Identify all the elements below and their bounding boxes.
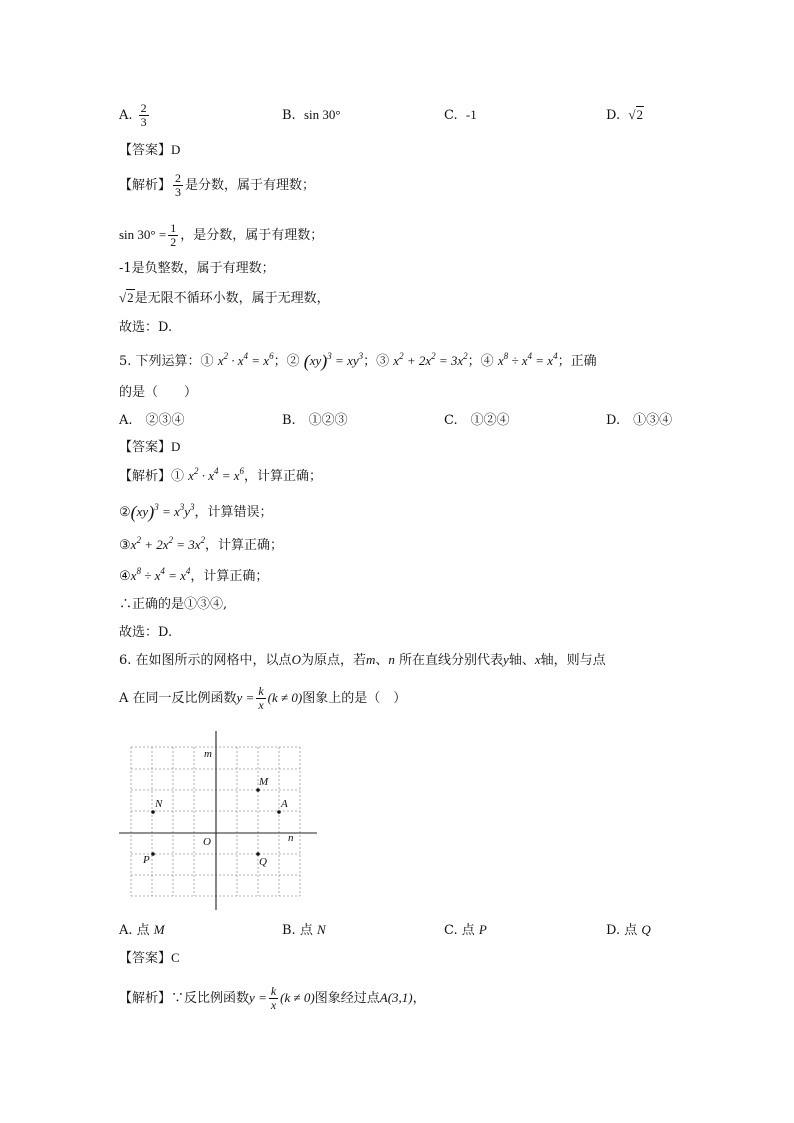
q5-stem-line1: 5. 下列运算：① $x^2 \cdot x^4 = x^6$；② $(xy)^3 = xy^3$；③ $x^2 + 2x^2 = 3x^2$；④ $x^8 \div x^4 = x^4$；正确 (119, 351, 597, 371)
q4-analysis-line3: -1是负整数，属于有理数； (119, 261, 275, 276)
point-P (151, 852, 155, 856)
q5-therefore: ∴正确的是①③④, (119, 597, 228, 612)
option-label: A. (119, 108, 133, 123)
coordinate-grid-figure (119, 727, 319, 912)
q6-answer: 【答案】C (119, 950, 180, 966)
q5-option-a: A. ②③④ (119, 413, 185, 428)
q4-option-d: D. √2 (606, 107, 643, 123)
q4-analysis-line2: sin 30° = $\frac{1}{2}$ ，是分数，属于有理数； (119, 221, 324, 249)
point-A (277, 810, 281, 814)
q6-option-d: D. 点 Q (606, 922, 651, 938)
q4-option-b: B. sin 30° (282, 107, 341, 123)
q6-stem-line2: A 在同一反比例函数y = $\frac{k}{x}$ (k ≠ 0)图象上的是（ ） (119, 684, 407, 712)
q4-conclusion: 故选：D. (119, 320, 173, 335)
q4-analysis-line1: 【解析】 $\frac{2}{3}$ 是分数，属于有理数； (119, 171, 316, 199)
label-n: n (288, 832, 294, 844)
q5-analysis-line1: 【解析】① $x^2 \cdot x^4 = x^6$，计算正确； (119, 466, 323, 484)
q5-option-c: C. ①②④ (444, 413, 510, 428)
label-m: m (204, 748, 212, 760)
axes (119, 731, 317, 910)
q4-analysis-line4: √2是无限不循环小数，属于无理数， (119, 290, 330, 306)
q5-answer: 【答案】D (119, 439, 181, 455)
q5-option-d: D. ①③④ (606, 413, 673, 428)
q6-analysis-line1: 【解析】∵反比例函数y = $\frac{k}{x}$ (k ≠ 0)图象经过点A(3,1)， (119, 984, 426, 1012)
label-M: M (259, 776, 269, 788)
point-N (151, 810, 155, 814)
point-M (256, 788, 260, 792)
q4-option-c: C. -1 (444, 107, 477, 123)
q4-option-a (119, 102, 151, 129)
q5-conclusion: 故选：D. (119, 625, 173, 640)
fraction-two-thirds: $\frac{2}{3}$ (140, 101, 147, 129)
q6-option-c: C. 点 P (444, 922, 487, 938)
q4-answer: 【答案】D (119, 142, 181, 158)
q6-option-b: B. 点 N (282, 922, 326, 938)
label-O: O (203, 836, 211, 848)
label-Q: Q (259, 856, 267, 868)
q5-analysis-line4: $④x^8 \div x^4 = x^4$，计算正确； (119, 566, 269, 584)
q5-option-b: B. ①②③ (282, 413, 348, 428)
q5-stem-line2: 的是（ ） (119, 385, 198, 400)
label-P: P (143, 854, 150, 866)
q5-analysis-line2: ②(xy)$^3$ = $x^3y^3$，计算错误； (119, 502, 273, 522)
q6-option-a: A. 点 M (119, 922, 165, 938)
q5-analysis-line3: $③x^2 + 2x^2 = 3x^2$，计算正确； (119, 535, 284, 553)
label-A: A (281, 798, 288, 810)
q6-stem-line1: 6. 在如图所示的网格中，以点O为原点，若m、n 所在直线分别代表y轴、x轴，则与点 (119, 652, 606, 668)
label-N: N (155, 798, 163, 810)
sqrt-two: √2 (628, 107, 643, 122)
